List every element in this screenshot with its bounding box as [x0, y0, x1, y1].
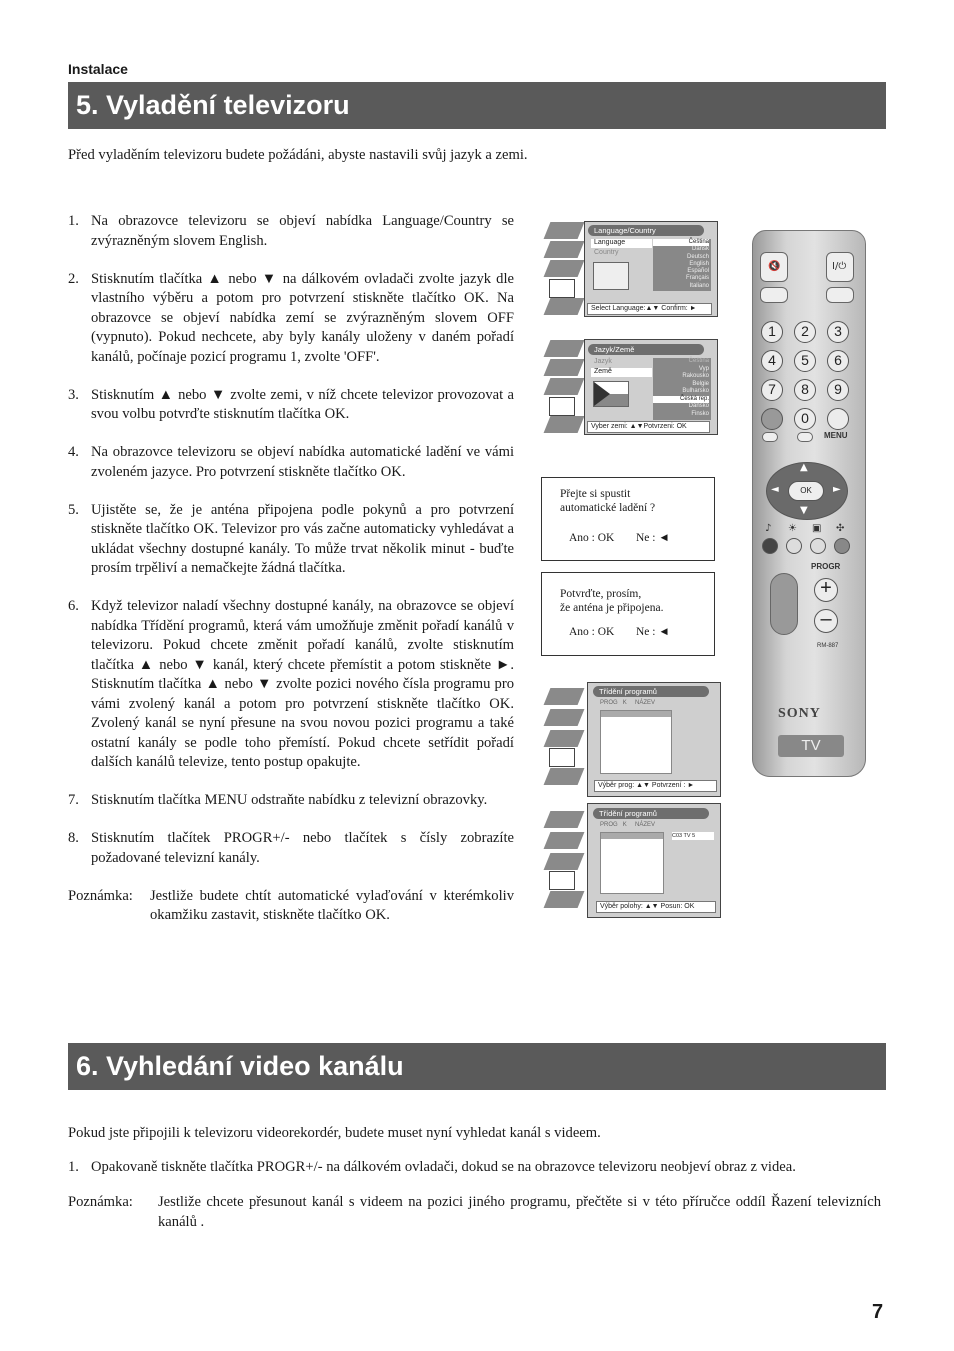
key-2[interactable]: 2	[794, 321, 816, 343]
setup-icon	[549, 871, 575, 890]
red-button[interactable]	[762, 538, 778, 554]
tab-icon	[544, 730, 585, 747]
tab-icon	[544, 688, 585, 705]
yellow-button[interactable]	[810, 538, 826, 554]
tab-icon	[544, 359, 585, 376]
sound-icon: ♪	[765, 523, 772, 534]
tab-icon	[544, 222, 585, 239]
section-5-title: 5. Vyladění televizoru	[68, 82, 886, 129]
green-button[interactable]	[786, 538, 802, 554]
antenna-dialog: Potvrďte, prosím, že anténa je připojena. Ano : OK Ne : ◄	[541, 572, 715, 656]
teletext-mode-button[interactable]	[797, 432, 813, 442]
standby-button[interactable]	[826, 252, 854, 282]
tab-icon	[544, 768, 585, 785]
progr-label: PROGR	[811, 562, 841, 571]
tv-label: TV	[778, 735, 844, 757]
teletext-button[interactable]	[760, 287, 788, 303]
section-6-title: 6. Vyhledání video kanálu	[68, 1043, 886, 1090]
section-6-intro: Pokud jste připojili k televizoru videorekordér, budete muset nyní vyhledat kanál s videem.	[68, 1125, 601, 1141]
tab-icon	[544, 260, 585, 277]
sony-logo: SONY	[778, 706, 821, 721]
key-6[interactable]: 6	[827, 350, 849, 372]
mode-icon: ✣	[836, 523, 845, 534]
tab-icon	[544, 340, 585, 357]
arrow-down-icon: ▼	[800, 505, 808, 516]
model-number: RM-887	[817, 643, 839, 649]
key-double-digit[interactable]	[761, 408, 783, 430]
picture-icon: ☀	[788, 523, 797, 534]
osd-language-country: Language/Country Language Country Čeština Dansk Deutsch English Español Français Italiano Select Language:▲▼ Confirm: ►	[584, 221, 718, 317]
key-5[interactable]: 5	[794, 350, 816, 372]
step: 6. Když televizor naladí všechny dostupné kanály, na obrazovce se objeví nabídka Třídění programů, která vám umožňuje změnit pořadí kanálů v televizoru. Pokud chcete změnit pořadí kanálů, zvolte stisknutím tlačítka ▲ nebo ▼ kanál, který chcete přemístit a potom stiskněte ►. Stisknutím tlačítka ▲ nebo ▼ zvolte pozici nového čísla programu pro vámi zvolený kanál a potom pro potvrzení stiskněte tlačítko OK. Zvolený kanál se nyní přesune na svou novou pozici programu a také ostatní kanály se podle toho přemístí. Pokud chcete setřídit pořadí dalších kanálů televize, tento postup opakujte.	[68, 598, 514, 770]
menu-label: MENU	[824, 431, 848, 440]
power-icon: I/⏻	[832, 261, 847, 272]
section-5-intro: Před vyladěním televizoru budete požádáni, abyste nastavili svůj jazyk a zemi.	[68, 147, 528, 163]
tab-icon	[544, 891, 585, 908]
program-list	[600, 710, 672, 774]
osd-program-sorting-move: Třídění programů PROG K NÁZEV C03 TV 5 Výběr polohy: ▲▼ Posun: OK	[587, 803, 721, 918]
country-list: Čeština Vyp Rakousko Belgie Bulharsko Česká rep. Dánsko Finsko	[653, 358, 711, 420]
progr-minus-button[interactable]: –	[814, 609, 838, 633]
step: 3. Stisknutím ▲ nebo ▼ zvolte zemi, v níž chcete televizor provozovat a svou volbu potvrďte stisknutím tlačítka OK.	[68, 386, 514, 422]
moving-channel: C03 TV 5	[672, 832, 714, 840]
step: 2. Stisknutím tlačítka ▲ nebo ▼ na dálkovém ovladači zvolte jazyk dle vlastního výběru a potom pro potvrzení stiskněte tlačítko OK. Na obrazovce se objeví nabídka zemí se zvýrazněným slovem OFF (vypnuto). Pokud nechcete, aby byly kanály uloženy v daném pořadí kanálů, počínaje pozicí programu 1, zvolte 'OFF'.	[68, 270, 514, 365]
key-4[interactable]: 4	[761, 350, 783, 372]
tab-icon	[544, 853, 585, 870]
key-8[interactable]: 8	[794, 379, 816, 401]
key-jump[interactable]	[827, 408, 849, 430]
screen-icon: ▣	[812, 523, 822, 534]
blue-button[interactable]	[834, 538, 850, 554]
volume-rocker[interactable]	[770, 573, 798, 635]
setup-icon	[549, 279, 575, 298]
section-5-note: Poznámka: Jestliže budete chtít automatické vylaďování v kterémkoliv okamžiku zastavit, stiskněte tlačítko OK.	[68, 887, 514, 923]
step: 4. Na obrazovce televizoru se objeví nabídka automatické ladění ve vámi zvoleném jazyce. Pro potvrzení stiskněte tlačítko OK.	[68, 444, 514, 480]
speaker-mute-icon: 🔇	[768, 261, 781, 272]
key-1[interactable]: 1	[761, 321, 783, 343]
tab-icon	[544, 298, 585, 315]
language-list: Čeština Dansk Deutsch English Español Français Italiano	[653, 239, 711, 291]
input-button[interactable]	[826, 287, 854, 303]
info-button[interactable]	[762, 432, 778, 442]
section-6-note: Poznámka: Jestliže chcete přesunout kanál s videem na pozici jiného programu, přečtěte si v této příručce oddíl Řazení televizních kanálů .	[68, 1194, 881, 1230]
step: 1. Na obrazovce televizoru se objeví nabídka Language/Country se zvýrazněným slovem English.	[68, 213, 514, 249]
program-list	[600, 832, 664, 894]
tab-icon	[544, 378, 585, 395]
osd-program-sorting: Třídění programů PROG K NÁZEV Výběr prog: ▲▼ Potvrzení : ►	[587, 682, 721, 797]
key-7[interactable]: 7	[761, 379, 783, 401]
mute-button[interactable]	[760, 252, 788, 282]
setup-icon	[549, 397, 575, 416]
step: 7. Stisknutím tlačítka MENU odstraňte nabídku z televizní obrazovky.	[68, 792, 488, 808]
tab-icon	[544, 832, 585, 849]
arrow-up-icon: ▲	[800, 462, 808, 473]
setup-icon	[549, 748, 575, 767]
step: 8. Stisknutím tlačítek PROGR+/- nebo tlačítek s čísly zobrazíte požadované televizní kanály.	[68, 830, 514, 866]
step: 5. Ujistěte se, že je anténa připojena podle pokynů a pro potvrzení stiskněte tlačítko OK. Televizor pro vás začne automaticky vyhledávat a ukládat všechny dostupné kanály. To může trvat několik minut - buďte prosím trpěliví a nemačkejte žádná tlačítka.	[68, 501, 514, 576]
arrow-left-icon: ◄	[771, 484, 779, 495]
osd-language-country-cz: Jazyk/Země Jazyk Země Čeština Vyp Rakousko Belgie Bulharsko Česká rep. Dánsko Finsko Vyber zemi: ▲▼Potvrzeni: OK	[584, 339, 718, 435]
auto-tuning-dialog: Přejte si spustit automatické ladění ? Ano : OK Ne : ◄	[541, 477, 715, 561]
page-number: 7	[872, 1301, 884, 1323]
key-3[interactable]: 3	[827, 321, 849, 343]
tab-icon	[544, 241, 585, 258]
tab-icon	[544, 416, 585, 433]
section-6-step: 1. Opakovaně tiskněte tlačítka PROGR+/- na dálkovém ovladači, dokud se na obrazovce televizoru neobjeví obraz z videa.	[68, 1159, 796, 1175]
key-9[interactable]: 9	[827, 379, 849, 401]
arrow-right-icon: ►	[833, 484, 841, 495]
section-5-steps	[68, 212, 514, 926]
tab-icon	[544, 709, 585, 726]
tab-icon	[544, 811, 585, 828]
section-label: Instalace	[68, 61, 128, 77]
flag-czech	[593, 381, 629, 407]
flag-placeholder	[593, 262, 629, 290]
progr-plus-button[interactable]: +	[814, 578, 838, 602]
key-0[interactable]: 0	[794, 408, 816, 430]
ok-button[interactable]: OK	[788, 481, 824, 501]
